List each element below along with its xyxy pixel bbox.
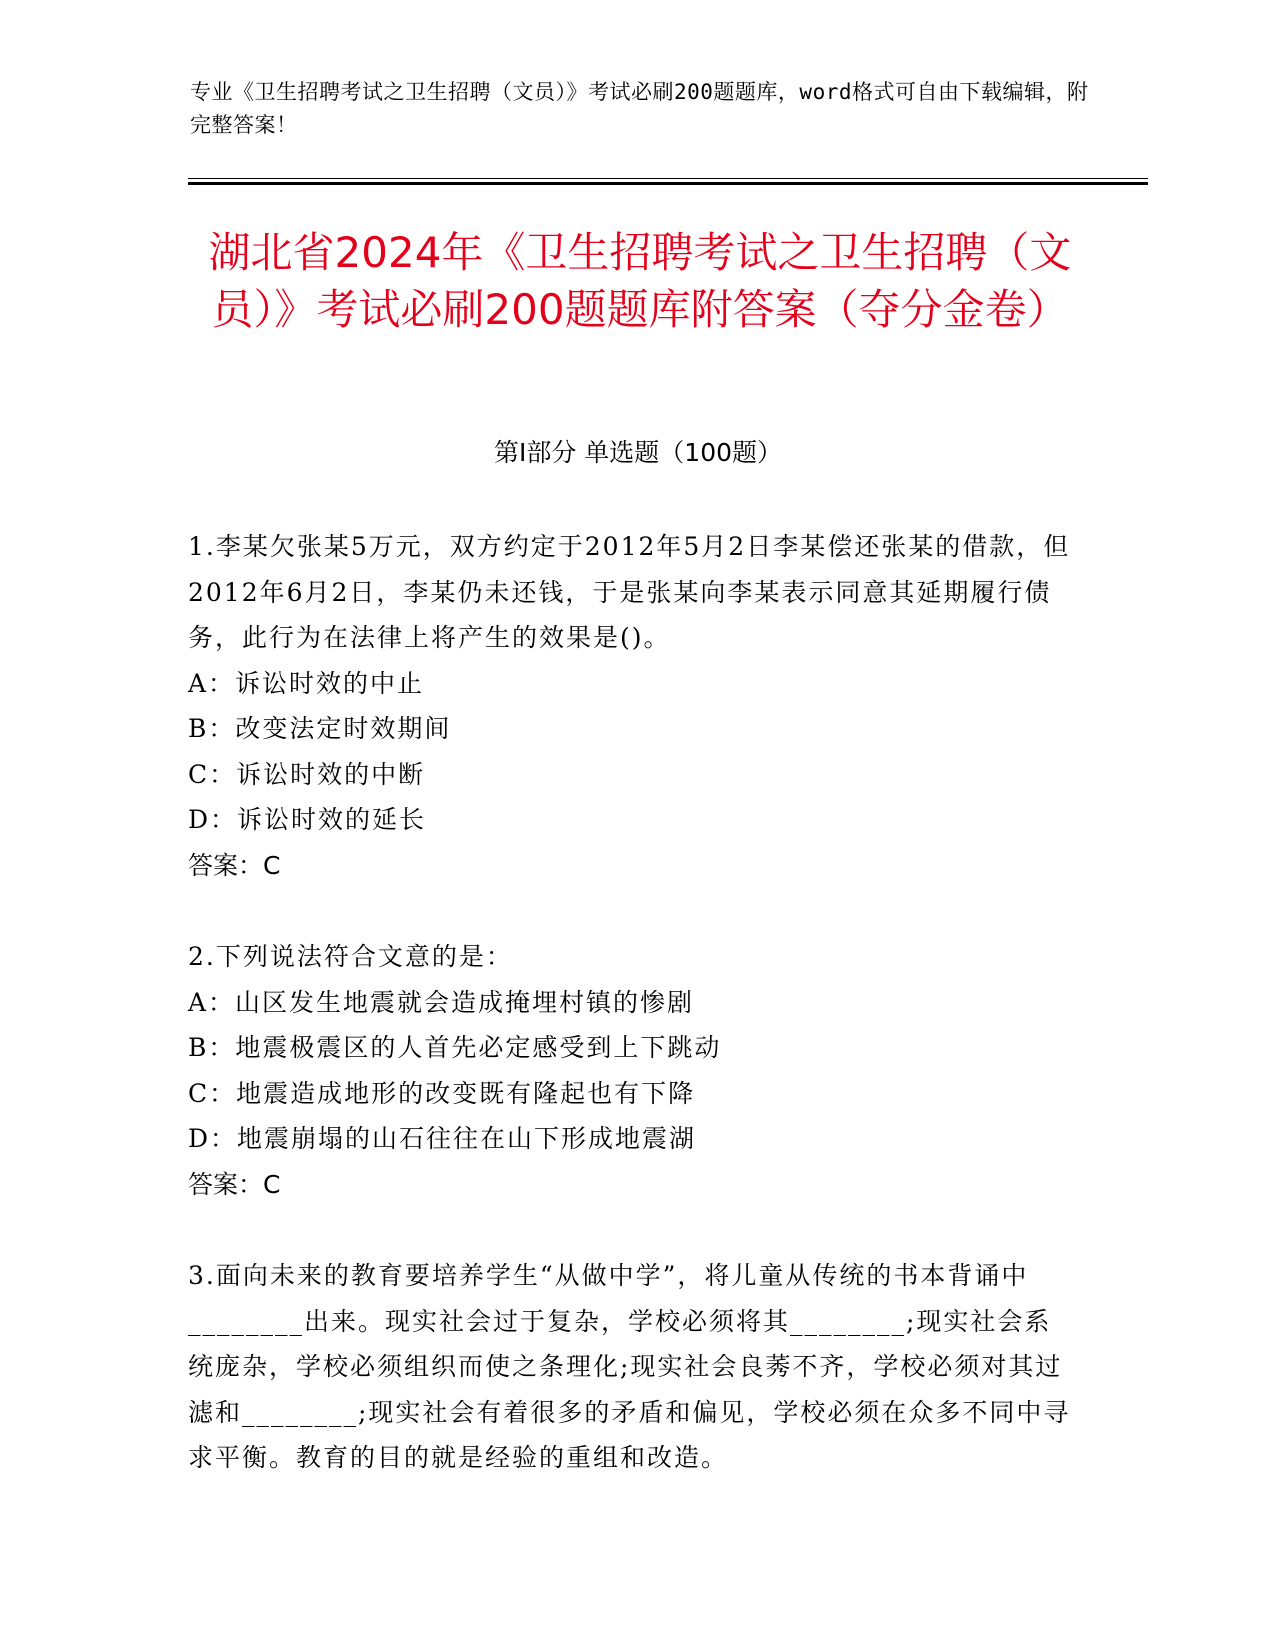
option-c: C：诉讼时效的中断 [188, 759, 426, 789]
option-d: D：地震崩塌的山石往往在山下形成地震湖 [188, 1124, 697, 1153]
option-a: A：诉讼时效的中止 [188, 668, 425, 698]
option-a: A：山区发生地震就会造成掩埋村镇的惨剧 [188, 987, 695, 1017]
question-stem: 2.下列说法符合文意的是： [188, 942, 513, 971]
header-divider-thin [188, 178, 1148, 179]
header-note: 专业《卫生招聘考试之卫生招聘（文员）》考试必刷200题题库，word格式可自由下载编辑，附完整答案！ [190, 80, 1089, 137]
question-list [188, 524, 1073, 1527]
question-1 [188, 524, 1073, 888]
answer: 答案：C [188, 850, 281, 880]
question-2 [188, 934, 1073, 1207]
option-b: B：改变法定时效期间 [188, 714, 452, 743]
question-3 [188, 1253, 1073, 1481]
section-title: 第Ⅰ部分 单选题（100题） [493, 438, 783, 467]
question-stem: 1.李某欠张某5万元，双方约定于2012年5月2日李某偿还张某的借款，但2012年6月2日，李某仍未还钱，于是张某向李某表示同意其延期履行债务，此行为在法律上将产生的效果是()。 [188, 532, 1071, 652]
question-stem: 3.面向未来的教育要培养学生“从做中学”，将儿童从传统的书本背诵中________出来。现实社会过于复杂，学校必须将其________;现实社会系统庞杂，学校必须组织而使之条理化;现实社会良莠不齐，学校必须对其过滤和________;现实社会有着很多的矛盾和偏见，学校必须在众多不同中寻求平衡。教育的目的就是经验的重组和改造。 [188, 1261, 1071, 1472]
option-d: D：诉讼时效的延长 [188, 805, 427, 834]
document-title: 湖北省2024年《卫生招聘考试之卫生招聘（文员）》考试必刷200题题库附答案（夺分金卷） [208, 228, 1072, 334]
header-divider-thick [188, 182, 1148, 185]
option-b: B：地震极震区的人首先必定感受到上下跳动 [188, 1033, 722, 1062]
answer: 答案：C [188, 1169, 281, 1199]
option-c: C：地震造成地形的改变既有隆起也有下降 [188, 1078, 696, 1108]
